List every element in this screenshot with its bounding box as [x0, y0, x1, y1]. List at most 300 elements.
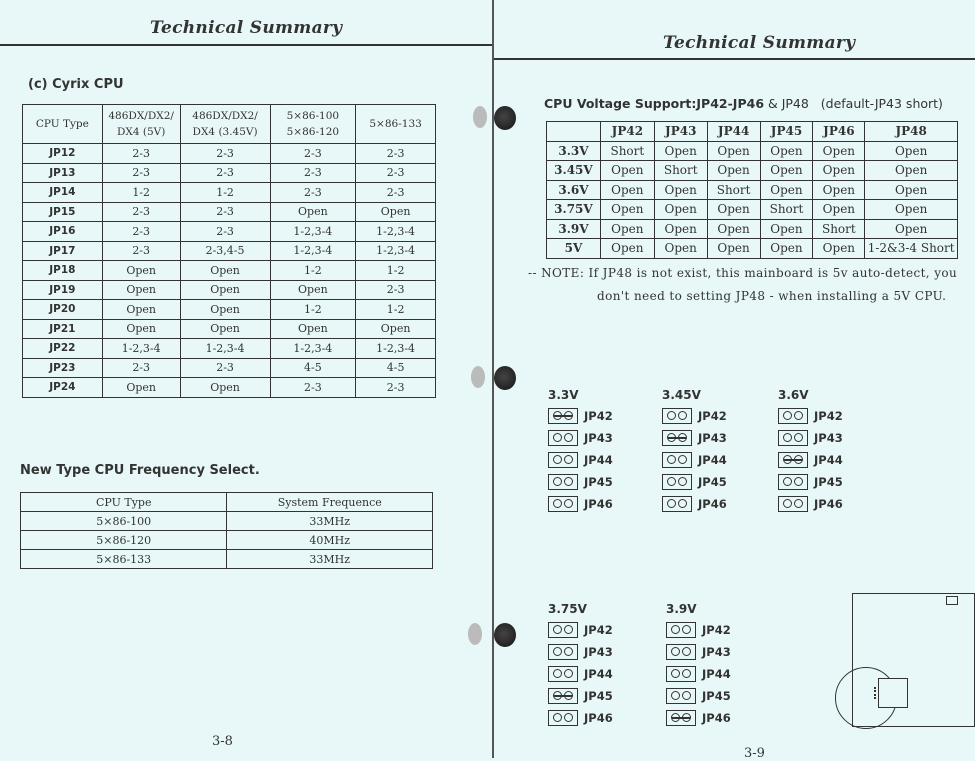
cyrix-cell: 1-2,3-4	[356, 222, 436, 242]
voltage-cell: Open	[707, 161, 760, 181]
voltage-cell: Open	[600, 200, 654, 220]
cyrix-row	[23, 222, 436, 242]
cyrix-cell: 2-3	[270, 163, 356, 183]
jumper-row	[778, 450, 883, 472]
jumper-row	[548, 494, 653, 516]
jumper-label: JP46	[814, 497, 843, 511]
jumper-pin	[564, 433, 573, 442]
cyrix-column-header: 486DX/DX2/ DX4 (5V)	[102, 105, 180, 144]
cyrix-cell: Open	[102, 261, 180, 281]
jumper-block	[548, 622, 578, 638]
jumper-label: JP44	[584, 667, 613, 681]
cyrix-row	[23, 144, 436, 164]
jumper-pin	[794, 477, 803, 486]
voltage-row-header: 3.3V	[547, 141, 601, 161]
jumper-row	[548, 664, 653, 686]
jumper-row	[548, 406, 653, 428]
cyrix-row-header: JP15	[23, 202, 103, 222]
cyrix-row-header: JP20	[23, 300, 103, 320]
jumper-row	[548, 428, 653, 450]
board-jumper-mark	[946, 596, 958, 605]
voltage-cell: Open	[760, 141, 813, 161]
voltage-cell: Open	[760, 161, 813, 181]
cyrix-cell: Open	[270, 280, 356, 300]
voltage-cell: Open	[865, 200, 958, 220]
jumper-group	[666, 602, 771, 730]
cyrix-row	[23, 163, 436, 183]
cyrix-cell: 1-2,3-4	[180, 339, 270, 359]
cyrix-cell: 1-2,3-4	[102, 339, 180, 359]
voltage-cell: 1-2&3-4 Short	[865, 239, 958, 259]
voltage-cell: Open	[600, 161, 654, 181]
cyrix-cell: 1-2,3-4	[270, 339, 356, 359]
cyrix-cell: 2-3	[180, 358, 270, 378]
cyrix-cell: Open	[356, 319, 436, 339]
voltage-cell: Short	[707, 180, 760, 200]
cyrix-cell: 2-3	[270, 183, 356, 203]
voltage-row	[547, 141, 958, 161]
voltage-cell: Open	[813, 239, 865, 259]
jumper-pin	[667, 477, 676, 486]
jumper-pin	[667, 455, 676, 464]
jumper-pin	[671, 625, 680, 634]
jumper-block	[548, 474, 578, 490]
jumper-pin	[783, 499, 792, 508]
cyrix-cell: 2-3	[102, 222, 180, 242]
voltage-cell: Open	[600, 180, 654, 200]
freq-row-header: 5×86-120	[21, 531, 227, 550]
jumper-label: JP44	[702, 667, 731, 681]
voltage-cell: Open	[707, 219, 760, 239]
jumper-label: JP45	[814, 475, 843, 489]
jumper-pin	[553, 669, 562, 678]
jumper-pin	[553, 477, 562, 486]
cyrix-row	[23, 300, 436, 320]
voltage-cell: Open	[654, 180, 707, 200]
jumper-row	[662, 406, 767, 428]
jumper-label: JP42	[584, 623, 613, 637]
jumper-block	[662, 408, 692, 424]
jumper-label: JP46	[584, 497, 613, 511]
cyrix-row-header: JP12	[23, 144, 103, 164]
cyrix-cell: 2-3	[102, 241, 180, 261]
jumper-row	[662, 428, 767, 450]
freq-row	[21, 550, 433, 569]
voltage-cell: Open	[654, 141, 707, 161]
jumper-pin	[783, 477, 792, 486]
freq-column-header: CPU Type	[21, 493, 227, 512]
jumper-row	[548, 620, 653, 642]
jumper-pin	[564, 625, 573, 634]
cyrix-row	[23, 202, 436, 222]
jumper-group	[778, 388, 883, 516]
voltage-cell: Short	[813, 219, 865, 239]
cyrix-cell: 2-3	[180, 222, 270, 242]
right-header-rule	[494, 58, 975, 60]
jumper-row	[662, 472, 767, 494]
jumper-block	[548, 452, 578, 468]
cyrix-cell: Open	[180, 261, 270, 281]
jumper-block	[666, 688, 696, 704]
voltage-column-header	[547, 122, 601, 142]
voltage-cell: Open	[865, 219, 958, 239]
voltage-cell: Open	[760, 219, 813, 239]
cyrix-row	[23, 319, 436, 339]
jumper-pin	[682, 669, 691, 678]
cyrix-cell: Open	[270, 319, 356, 339]
jumper-pin	[678, 499, 687, 508]
jumper-label: JP46	[698, 497, 727, 511]
binder-hole	[494, 106, 516, 130]
jumper-pin	[553, 625, 562, 634]
jumper-row	[548, 472, 653, 494]
voltage-row-header: 5V	[547, 239, 601, 259]
jumper-group-title: 3.3V	[548, 388, 579, 402]
cyrix-row	[23, 261, 436, 281]
cyrix-cell: 2-3	[180, 202, 270, 222]
voltage-cell: Open	[600, 239, 654, 259]
cyrix-cell: 1-2,3-4	[356, 241, 436, 261]
freq-row	[21, 531, 433, 550]
cyrix-cell: 1-2	[180, 183, 270, 203]
voltage-title-rest: & JP48 (default-JP43 short)	[764, 96, 943, 111]
voltage-cell: Short	[654, 161, 707, 181]
jumper-label: JP43	[698, 431, 727, 445]
binder-hole	[494, 366, 516, 390]
cyrix-row	[23, 280, 436, 300]
jumper-pin	[678, 455, 687, 464]
binder-hole-shadow	[468, 623, 482, 645]
jumper-block	[548, 408, 578, 424]
jp48-note-line1: -- NOTE: If JP48 is not exist, this mainboard is 5v auto-detect, you	[528, 266, 958, 280]
cpu-socket-chip	[878, 678, 908, 708]
voltage-row	[547, 161, 958, 181]
jumper-label: JP42	[698, 409, 727, 423]
cyrix-cell: 1-2,3-4	[270, 222, 356, 242]
jumper-row	[666, 642, 771, 664]
cyrix-cell: 2-3	[102, 163, 180, 183]
jumper-label: JP44	[814, 453, 843, 467]
jumper-row	[548, 708, 653, 730]
voltage-cell: Open	[760, 239, 813, 259]
cyrix-cell: 2-3	[270, 144, 356, 164]
cyrix-row	[23, 378, 436, 398]
frequency-select-title: New Type CPU Frequency Select.	[20, 463, 260, 478]
left-header-rule	[0, 44, 492, 46]
cyrix-cell: Open	[102, 378, 180, 398]
voltage-cell: Open	[600, 219, 654, 239]
jumper-label: JP43	[584, 645, 613, 659]
jumper-block	[778, 496, 808, 512]
cyrix-cpu-title: (c) Cyrix CPU	[28, 77, 124, 92]
cyrix-cell: 2-3	[180, 163, 270, 183]
cyrix-cell: 2-3	[356, 144, 436, 164]
voltage-cell: Open	[865, 180, 958, 200]
cyrix-cell: 2-3	[356, 280, 436, 300]
cyrix-cell: 2-3	[356, 163, 436, 183]
voltage-title-bold: CPU Voltage Support:JP42-JP46	[544, 96, 765, 111]
jumper-block	[666, 644, 696, 660]
jumper-group	[548, 388, 653, 516]
jumper-block	[666, 622, 696, 638]
freq-row-header: 5×86-100	[21, 512, 227, 531]
cyrix-cell: Open	[180, 319, 270, 339]
jumper-label: JP45	[698, 475, 727, 489]
cyrix-row-header: JP13	[23, 163, 103, 183]
jp48-note-line2: don't need to setting JP48 - when installing a 5V CPU.	[597, 289, 947, 303]
jumper-block	[548, 644, 578, 660]
frequency-table	[20, 492, 433, 569]
cyrix-cell: 2-3	[102, 144, 180, 164]
jumper-group-title: 3.6V	[778, 388, 809, 402]
cyrix-row-header: JP21	[23, 319, 103, 339]
jumper-pin	[564, 455, 573, 464]
jumper-block	[548, 666, 578, 682]
cyrix-cell: 2-3	[356, 378, 436, 398]
cyrix-column-header: 5×86-133	[356, 105, 436, 144]
jumper-label: JP45	[584, 475, 613, 489]
jumper-block	[548, 430, 578, 446]
jumper-label: JP45	[702, 689, 731, 703]
voltage-cell: Open	[760, 180, 813, 200]
voltage-cell: Open	[865, 161, 958, 181]
jumper-pin	[682, 647, 691, 656]
voltage-row-header: 3.6V	[547, 180, 601, 200]
jumper-block	[662, 430, 692, 446]
jumper-pin	[678, 411, 687, 420]
binder-hole-shadow	[471, 366, 485, 388]
cyrix-cell: 1-2	[102, 183, 180, 203]
jumper-block	[548, 710, 578, 726]
cyrix-row-header: JP17	[23, 241, 103, 261]
jumper-pin	[564, 669, 573, 678]
jumper-label: JP43	[702, 645, 731, 659]
jumper-label: JP44	[698, 453, 727, 467]
jumper-label: JP45	[584, 689, 613, 703]
jumper-block	[662, 474, 692, 490]
jumper-short-cap	[554, 415, 572, 417]
jumper-pin	[678, 477, 687, 486]
jumper-short-cap	[784, 459, 802, 461]
voltage-cell: Open	[707, 200, 760, 220]
cyrix-cell: Open	[102, 280, 180, 300]
cyrix-row-header: JP16	[23, 222, 103, 242]
jumper-pin	[553, 455, 562, 464]
cyrix-cell: 1-2	[270, 300, 356, 320]
voltage-cell: Open	[813, 141, 865, 161]
voltage-row	[547, 180, 958, 200]
voltage-cell: Open	[707, 239, 760, 259]
cyrix-cell: Open	[180, 300, 270, 320]
voltage-row-header: 3.45V	[547, 161, 601, 181]
jumper-group-title: 3.9V	[666, 602, 697, 616]
jumper-pin	[671, 669, 680, 678]
cyrix-cell: Open	[180, 280, 270, 300]
voltage-cell: Open	[813, 180, 865, 200]
freq-row	[21, 512, 433, 531]
voltage-cell: Open	[654, 200, 707, 220]
jumper-label: JP43	[584, 431, 613, 445]
jumper-pin	[794, 499, 803, 508]
jumper-block	[666, 666, 696, 682]
voltage-row	[547, 239, 958, 259]
voltage-cell: Short	[760, 200, 813, 220]
jumper-row	[548, 642, 653, 664]
jumper-pin	[553, 713, 562, 722]
jumper-label: JP42	[814, 409, 843, 423]
voltage-cell: Open	[654, 219, 707, 239]
voltage-column-header: JP45	[760, 122, 813, 142]
jumper-pin	[783, 433, 792, 442]
cyrix-cell: 2-3	[102, 202, 180, 222]
binder-hole-shadow	[473, 106, 487, 128]
jumper-label: JP44	[584, 453, 613, 467]
freq-cell: 40MHz	[227, 531, 433, 550]
cyrix-cell: Open	[356, 202, 436, 222]
jumper-pin	[564, 713, 573, 722]
voltage-row	[547, 200, 958, 220]
cyrix-cell: 4-5	[270, 358, 356, 378]
freq-row-header: 5×86-133	[21, 550, 227, 569]
voltage-column-header: JP44	[707, 122, 760, 142]
jumper-block	[778, 452, 808, 468]
binder-hole	[494, 623, 516, 647]
cyrix-row	[23, 241, 436, 261]
jumper-pin	[794, 411, 803, 420]
jumper-row	[548, 450, 653, 472]
cyrix-row	[23, 339, 436, 359]
cyrix-row-header: JP18	[23, 261, 103, 281]
voltage-cell: Open	[813, 200, 865, 220]
voltage-column-header: JP42	[600, 122, 654, 142]
cyrix-cell: 1-2	[356, 300, 436, 320]
jumper-block	[548, 688, 578, 704]
voltage-cell: Open	[813, 161, 865, 181]
jumper-label: JP43	[814, 431, 843, 445]
jumper-block	[778, 474, 808, 490]
jumper-label: JP42	[702, 623, 731, 637]
voltage-cell: Open	[865, 141, 958, 161]
voltage-row	[547, 219, 958, 239]
right-page-number: 3-9	[744, 746, 765, 761]
jumper-pin	[783, 411, 792, 420]
voltage-cell: Open	[707, 141, 760, 161]
jumper-pin	[553, 433, 562, 442]
voltage-row-header: 3.9V	[547, 219, 601, 239]
voltage-cell: Short	[600, 141, 654, 161]
jumper-block	[778, 408, 808, 424]
cyrix-row-header: JP24	[23, 378, 103, 398]
jumper-short-cap	[668, 437, 686, 439]
cyrix-column-header: CPU Type	[23, 105, 103, 144]
freq-cell: 33MHz	[227, 512, 433, 531]
cyrix-row-header: JP23	[23, 358, 103, 378]
cyrix-cell: 2-3,4-5	[180, 241, 270, 261]
jumper-block	[778, 430, 808, 446]
voltage-column-header: JP46	[813, 122, 865, 142]
cyrix-cell: Open	[102, 300, 180, 320]
jumper-row	[778, 472, 883, 494]
jumper-row	[778, 494, 883, 516]
cyrix-cell: 2-3	[356, 183, 436, 203]
jumper-row	[666, 664, 771, 686]
jumper-row	[666, 620, 771, 642]
jumper-pin	[564, 647, 573, 656]
cyrix-row-header: JP22	[23, 339, 103, 359]
jumper-group-title: 3.45V	[662, 388, 701, 402]
jumper-block	[666, 710, 696, 726]
jumper-group	[548, 602, 653, 730]
jumper-block	[662, 496, 692, 512]
jumper-block	[662, 452, 692, 468]
right-page-header: Technical Summary	[663, 33, 856, 53]
cyrix-cell: 4-5	[356, 358, 436, 378]
jumper-block	[548, 496, 578, 512]
voltage-column-header: JP43	[654, 122, 707, 142]
cyrix-cell: 2-3	[270, 378, 356, 398]
jumper-group	[662, 388, 767, 516]
voltage-column-header: JP48	[865, 122, 958, 142]
jumper-pin	[553, 499, 562, 508]
voltage-support-title	[544, 96, 943, 112]
freq-cell: 33MHz	[227, 550, 433, 569]
jumper-label: JP42	[584, 409, 613, 423]
jumper-label: JP46	[584, 711, 613, 725]
voltage-jumper-table	[546, 121, 958, 259]
jumper-pin	[671, 691, 680, 700]
left-page-header: Technical Summary	[150, 18, 343, 38]
cyrix-cell: 1-2	[270, 261, 356, 281]
jumper-row	[666, 686, 771, 708]
jumper-pin	[682, 625, 691, 634]
cyrix-cell: Open	[180, 378, 270, 398]
cyrix-jumper-table	[22, 104, 436, 398]
jumper-short-cap	[554, 695, 572, 697]
cyrix-cell: 1-2,3-4	[270, 241, 356, 261]
cyrix-column-header: 486DX/DX2/ DX4 (3.45V)	[180, 105, 270, 144]
cyrix-cell: Open	[102, 319, 180, 339]
jumper-row	[778, 406, 883, 428]
chip-pin-marks	[874, 687, 879, 699]
cyrix-cell: 2-3	[180, 144, 270, 164]
jumper-row	[662, 494, 767, 516]
jumper-row	[778, 428, 883, 450]
cyrix-column-header: 5×86-100 5×86-120	[270, 105, 356, 144]
freq-column-header: System Frequence	[227, 493, 433, 512]
jumper-short-cap	[672, 717, 690, 719]
cyrix-row	[23, 183, 436, 203]
cyrix-row-header: JP19	[23, 280, 103, 300]
jumper-group-title: 3.75V	[548, 602, 587, 616]
voltage-cell: Open	[654, 239, 707, 259]
jumper-label: JP46	[702, 711, 731, 725]
jumper-pin	[671, 647, 680, 656]
cyrix-cell: 1-2,3-4	[356, 339, 436, 359]
cyrix-cell: Open	[270, 202, 356, 222]
jumper-row	[662, 450, 767, 472]
jumper-row	[548, 686, 653, 708]
cyrix-row-header: JP14	[23, 183, 103, 203]
left-page-number: 3-8	[212, 734, 233, 749]
jumper-pin	[682, 691, 691, 700]
cyrix-cell: 1-2	[356, 261, 436, 281]
jumper-pin	[564, 477, 573, 486]
jumper-pin	[667, 499, 676, 508]
jumper-pin	[564, 499, 573, 508]
jumper-pin	[553, 647, 562, 656]
voltage-row-header: 3.75V	[547, 200, 601, 220]
jumper-pin	[667, 411, 676, 420]
